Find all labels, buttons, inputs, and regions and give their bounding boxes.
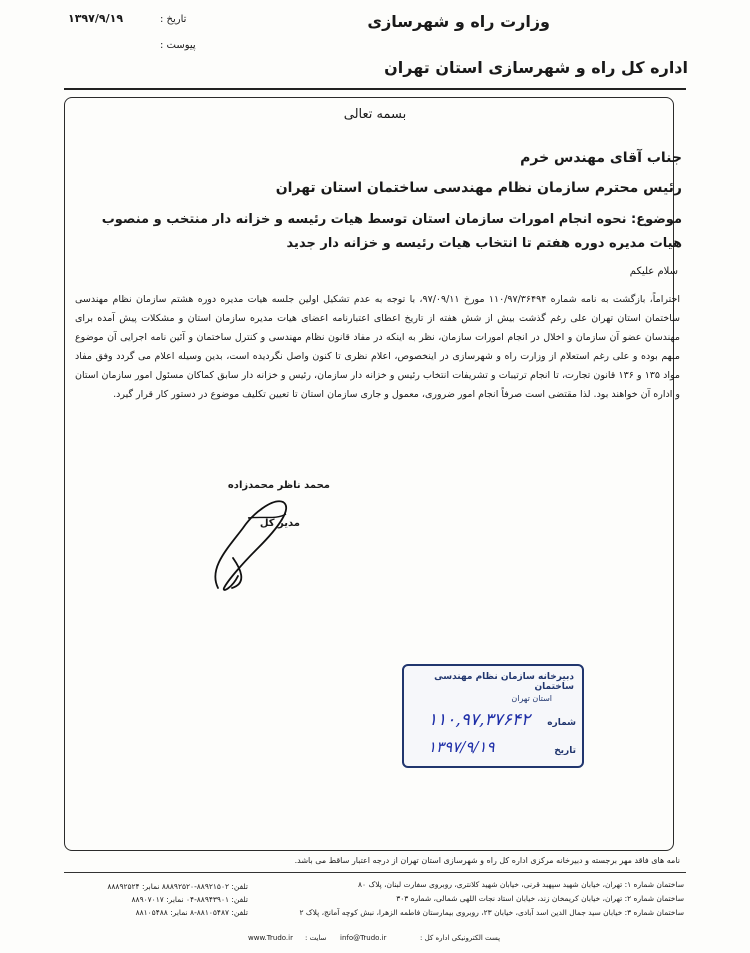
date-label: تاریخ : [160,14,187,25]
footer-addresses [254,878,684,920]
letter-subject: موضوع: نحوه انجام امورات سازمان استان توسط هیات رئیسه و خزانه دار منتخب و منصوب هیات مدیره دوره هفتم تا انتخاب هیات رئیسه و خزانه دار جدید [101,212,682,251]
secretariat-stamp [402,664,584,768]
stamp-date-value: ۱۳۹۷/۹/۱۹ [428,738,495,756]
organization-name: اداره کل راه و شهرسازی استان تهران [384,58,688,77]
recipient-title: رئیس محترم سازمان نظام مهندسی ساختمان استان تهران [275,180,682,196]
footer-validity-note: نامه های فاقد مهر برجسته و دبیرخانه مرکزی اداره کل راه و شهرسازی استان تهران از درجه اعتبار ساقط می باشد. [294,856,680,865]
signatory-name: محمد ناظر محمدزاده [227,480,330,491]
stamp-title: دبیرخانه سازمان نظام مهندسی ساختمان [434,672,574,692]
attachment-label: پیوست : [160,40,196,51]
footer-phones [68,880,248,919]
website-address: www.Trudo.ir [248,934,293,942]
header-divider [64,88,686,90]
phone-line: تلفن: ۸۸۹۲۱۵۰۲-۸۸۸۹۲۵۲۰ نمابر: ۸۸۸۹۲۵۲۴ [107,882,248,891]
stamp-date-label: تاریخ [554,746,576,756]
stamp-number-value: ۱۱۰,۹۷,۳۷۶۴۲ [428,710,531,730]
email-label: پست الکترونیکی اداره کل : [420,934,501,942]
date-value: ۱۳۹۷/۹/۱۹ [68,12,124,25]
email-address: info@Trudo.ir [340,934,387,942]
letter-body: احتراماً، بازگشت به نامه شماره ۱۱۰/۹۷/۳۶۴۹۴ مورخ ۹۷/۰۹/۱۱، با توجه به عدم تشکیل اولین جلسه هیات مدیره دوره هشتم سازمان نظام مهندسی ساختمان استان تهران علی رغم گذشت بیش از شش هفته از تاریخ اعطای اعتبارنامه اعضای هیات مدیره سازمان استان و مشکلات پیش آمده برای مهندسان عضو آن سازمان و اخلال در انجام امورات سازمان، نظر به اینکه در مفاد قانون نظام مهندسی و کنترل ساختمان و آئین نامه اجرایی آن موضوع مبهم بوده و علی رغم استعلام از وزارت راه و شهرسازی در اینخصوص، اعلام نظری تا کنون واصل نگردیده است، بدین وسیله اعلام می گردد وفق مفاد مواد ۱۳۵ و ۱۳۶ قانون تجارت، تا انجام ترتیبات و تشریفات انتخاب رئیس و خزانه دار سازمان، رئیس و خزانه دار سابق کماکان مسئول امور سازمان استان و اداره آن خواهند بود. لذا مقتضی است صرفاً انجام امور ضروری، معمول و جاری سازمان استان تا تعیین تکلیف موضوع در دستور کار قرار گیرد. [75,294,681,400]
ministry-name: وزارت راه و شهرسازی [367,12,550,31]
phone-line: تلفن: ۸۸۹۴۳۹۰۱-۰۴ نمابر: ۸۸۹۰۷۰۱۷ [131,895,248,904]
salutation: سلام علیکم [629,266,678,277]
address-line: ساختمان شماره ۱: تهران، خیابان شهید سپهبد قرنی، خیابان شهید کلانتری، روبروی سفارت لبنان، پلاک ۸۰ [358,880,684,889]
address-line: ساختمان شماره ۳: خیابان سید جمال الدین اسد آبادی، خیابان ۲۳، روبروی بیمارستان فاطمه الزهرا، نبش کوچه آمانج، پلاک ۲ [299,908,684,917]
address-line: ساختمان شماره ۲: تهران، خیابان کریمخان زند، خیابان استاد نجات اللهی شمالی، شماره ۳۰۳ [396,894,684,903]
website-label: سایت : [305,934,327,942]
handwritten-signature [188,488,308,598]
signatory-title: مدیر کل [259,518,300,529]
stamp-province: استان تهران [511,694,552,703]
recipient-name: جناب آقای مهندس خرم [520,150,682,166]
footer-divider [64,872,686,873]
stamp-number-label: شماره [547,718,576,728]
phone-line: تلفن: ۸۸۱۰۵۴۸۷-۸ نمابر: ۸۸۱۰۵۴۸۸ [135,908,248,917]
basmala: بسمه تعالی [343,107,407,122]
